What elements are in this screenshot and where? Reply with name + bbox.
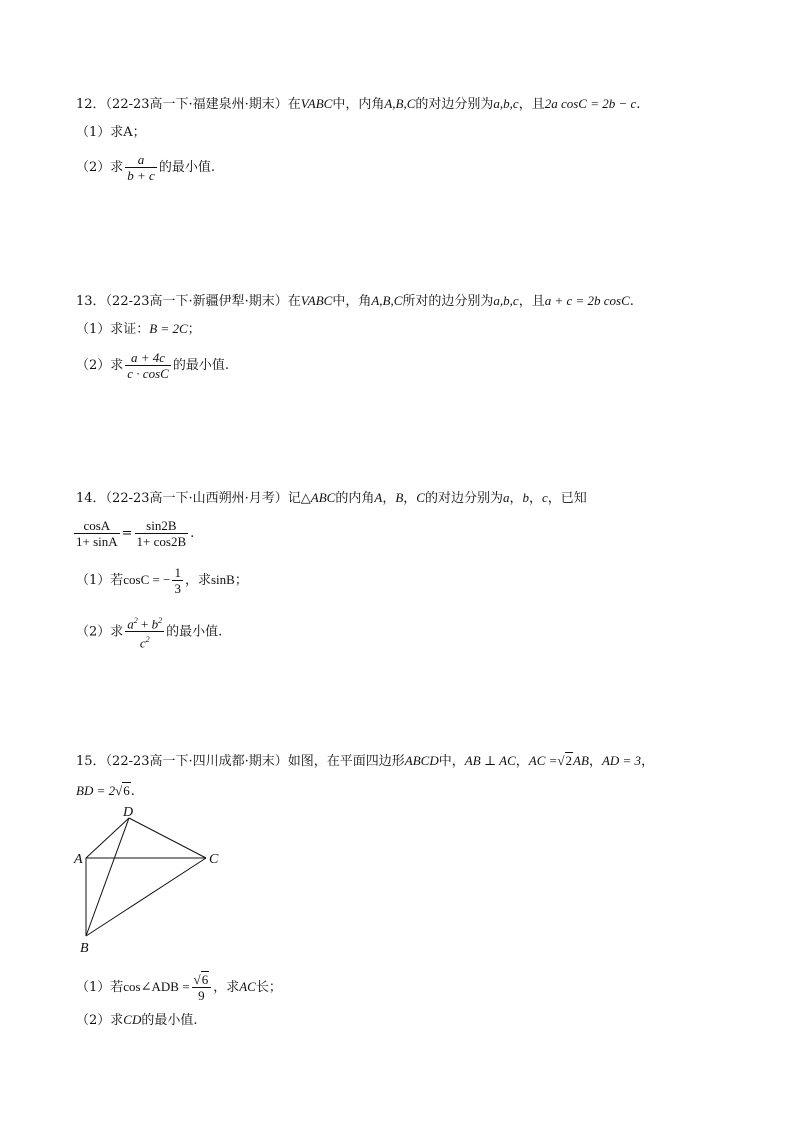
q15-text: 中， <box>438 754 465 769</box>
q14-part2-den: $c^2$ <box>139 635 150 651</box>
q13-part2-prefix: （2）求 <box>76 358 124 373</box>
q13-part1-suffix: ； <box>187 322 201 337</box>
q13-part2 <box>76 350 229 381</box>
q14-part1-suffix: ； <box>234 573 248 588</box>
quadrilateral-figure <box>74 805 236 958</box>
q14-known: ，已知 <box>547 491 587 506</box>
q14-fraction-left <box>74 518 120 549</box>
q14-part1-math: cosC = − <box>123 572 171 587</box>
q12-text2: 的对边分别为 <box>415 97 494 112</box>
q15-line1 <box>76 752 654 771</box>
q14-fraction-right <box>135 518 189 549</box>
edge-ad <box>86 818 129 858</box>
q12-text3: ，且 <box>518 97 545 112</box>
q15-part1-target: AC <box>239 979 256 994</box>
q12-frac-num: a <box>125 152 157 168</box>
q15-source: 15．（22-23高一下·四川成都·期末）如图，在平面四边形 <box>76 754 405 769</box>
q14-part2-prefix: （2）求 <box>76 624 124 640</box>
q12-fraction <box>125 152 157 183</box>
q14-side-c: c <box>542 490 548 505</box>
q14-num-b: b <box>151 616 159 632</box>
q12-part1: （1）求A； <box>76 125 146 140</box>
q14-f1-den: 1+ sinA <box>76 534 118 549</box>
q12-frac-den: b + c <box>127 168 155 183</box>
q14-part2-num: $a^2 + b^2$ <box>125 613 164 632</box>
q15-part1-fraction <box>192 972 212 1003</box>
q14-part2-fraction <box>125 613 164 651</box>
q14-num-a: a <box>127 616 134 632</box>
q14-part1-fraction <box>172 565 183 596</box>
q14-sep4: ， <box>529 491 543 506</box>
q14-sep1: ， <box>382 491 396 506</box>
q15-part1-suffix: 长； <box>255 980 282 995</box>
q14-part1-den: 3 <box>174 581 181 596</box>
q15-bd-root: 6 <box>123 783 130 798</box>
q14-part1 <box>76 565 248 596</box>
q15-part2-suffix: 的最小值. <box>141 1013 198 1028</box>
q14-f1-num: cosA <box>74 518 120 534</box>
q15-sep2: ， <box>588 754 602 769</box>
q12-sides: a,b,c <box>493 96 519 111</box>
q15-quad: ABCD <box>404 753 439 768</box>
q14-angle-a: A <box>374 490 383 505</box>
q15-ac-root: 2 <box>565 753 573 768</box>
q15-sqrt-symbol: √ <box>557 753 565 768</box>
q14-angle-b: B <box>395 490 404 505</box>
q13-text3: ，且 <box>518 294 545 309</box>
q12-part2 <box>76 152 215 183</box>
q14-num-plus: + <box>137 616 152 632</box>
q14-text: 的内角 <box>335 491 375 506</box>
label-d: D <box>123 805 134 820</box>
q13-sides: a,b,c <box>493 293 519 308</box>
q13-period: . <box>629 294 634 309</box>
q15-bd-prefix: BD = 2 <box>76 783 116 798</box>
q14-part1-target: sinB <box>210 572 235 587</box>
edge-bc <box>86 858 206 936</box>
q15-part2 <box>76 1011 197 1030</box>
q15-sqrt-symbol-2: √ <box>115 783 123 798</box>
q14-sep2: ， <box>403 491 417 506</box>
q14-side-a: a <box>502 490 510 505</box>
q14-part2 <box>76 613 222 651</box>
q15-part1-prefix: （1）若 <box>76 980 124 995</box>
q13-angles: A,B,C <box>371 293 403 308</box>
q13-fraction <box>125 350 171 381</box>
q14-equals: = <box>121 526 133 541</box>
label-a: A <box>74 852 83 867</box>
q14-f2-den: 1+ cos2B <box>136 534 187 549</box>
q15-part1-num: √6 <box>192 972 212 988</box>
q14-line1 <box>76 489 587 508</box>
q13-part1-math: B = 2C <box>149 321 188 336</box>
q13-frac-den: c · cosC <box>127 366 169 381</box>
q15-part1-math: cos∠ADB = <box>123 979 190 994</box>
q15-part2-target: CD <box>123 1012 142 1027</box>
q13-text2: 所对的边分别为 <box>402 294 494 309</box>
q14-den-c: c <box>139 635 146 651</box>
q12-text: 中，内角 <box>332 97 385 112</box>
q13-frac-num: a + 4c <box>125 350 171 366</box>
q14-period: . <box>190 526 195 541</box>
q14-line2 <box>72 518 194 549</box>
q12-part2-prefix: （2）求 <box>76 160 124 175</box>
q12-part2-suffix: 的最小值. <box>158 160 215 175</box>
q13-part1-prefix: （1）求证： <box>76 322 150 337</box>
q15-part1-mid: ，求 <box>213 980 240 995</box>
q12-angles: A,B,C <box>384 96 416 111</box>
q14-part2-suffix: 的最小值. <box>166 624 223 640</box>
q14-source: 14．（22-23高一下·山西朔州·月考）记△ <box>76 491 311 506</box>
q13-condition: a + c = 2b cosC <box>544 293 630 308</box>
q14-triangle: ABC <box>310 490 336 505</box>
edge-dc <box>129 818 206 858</box>
q15-perp: AB ⊥ AC <box>464 753 516 768</box>
q13-text: 中，角 <box>332 294 372 309</box>
label-b: B <box>80 941 89 956</box>
q13-triangle: VABC <box>300 293 333 308</box>
q14-part1-prefix: （1）若 <box>76 573 124 588</box>
q15-part1-den: 9 <box>198 988 205 1003</box>
q15-comma: ， <box>641 754 655 769</box>
label-c: C <box>209 852 219 867</box>
q12-source: 12．（22-23高一下·福建泉州·期末）在 <box>76 97 301 112</box>
q14-part1-mid: ，求 <box>184 573 211 588</box>
q14-f2-num: sin2B <box>135 518 189 534</box>
edge-bd <box>86 818 129 936</box>
q12-line1 <box>76 95 640 114</box>
q12-triangle: VABC <box>300 96 333 111</box>
q12-condition: 2a cosC = 2b − c <box>544 96 637 111</box>
q14-text2: 的对边分别为 <box>424 491 503 506</box>
q15-ac-prefix: AC = <box>528 753 558 768</box>
q14-angle-c: C <box>416 490 425 505</box>
q13-source: 13．（22-23高一下·新疆伊犁·期末）在 <box>76 294 301 309</box>
q15-sep1: ， <box>515 754 529 769</box>
q14-sep3: ， <box>509 491 523 506</box>
q13-line1 <box>76 292 634 311</box>
q12-period: . <box>636 97 641 112</box>
q14-side-b: b <box>522 490 529 505</box>
q15-ad: AD = 3 <box>601 753 642 768</box>
q14-part1-num: 1 <box>174 565 181 580</box>
q15-ac-suffix: AB <box>573 753 589 768</box>
q15-period: . <box>130 784 135 799</box>
q15-line2 <box>76 782 135 801</box>
q15-part1 <box>76 972 282 1003</box>
q13-part1 <box>76 320 201 339</box>
q13-part2-suffix: 的最小值. <box>172 358 229 373</box>
q15-part1-num-root: 6 <box>201 972 209 987</box>
q15-part2-prefix: （2）求 <box>76 1013 124 1028</box>
